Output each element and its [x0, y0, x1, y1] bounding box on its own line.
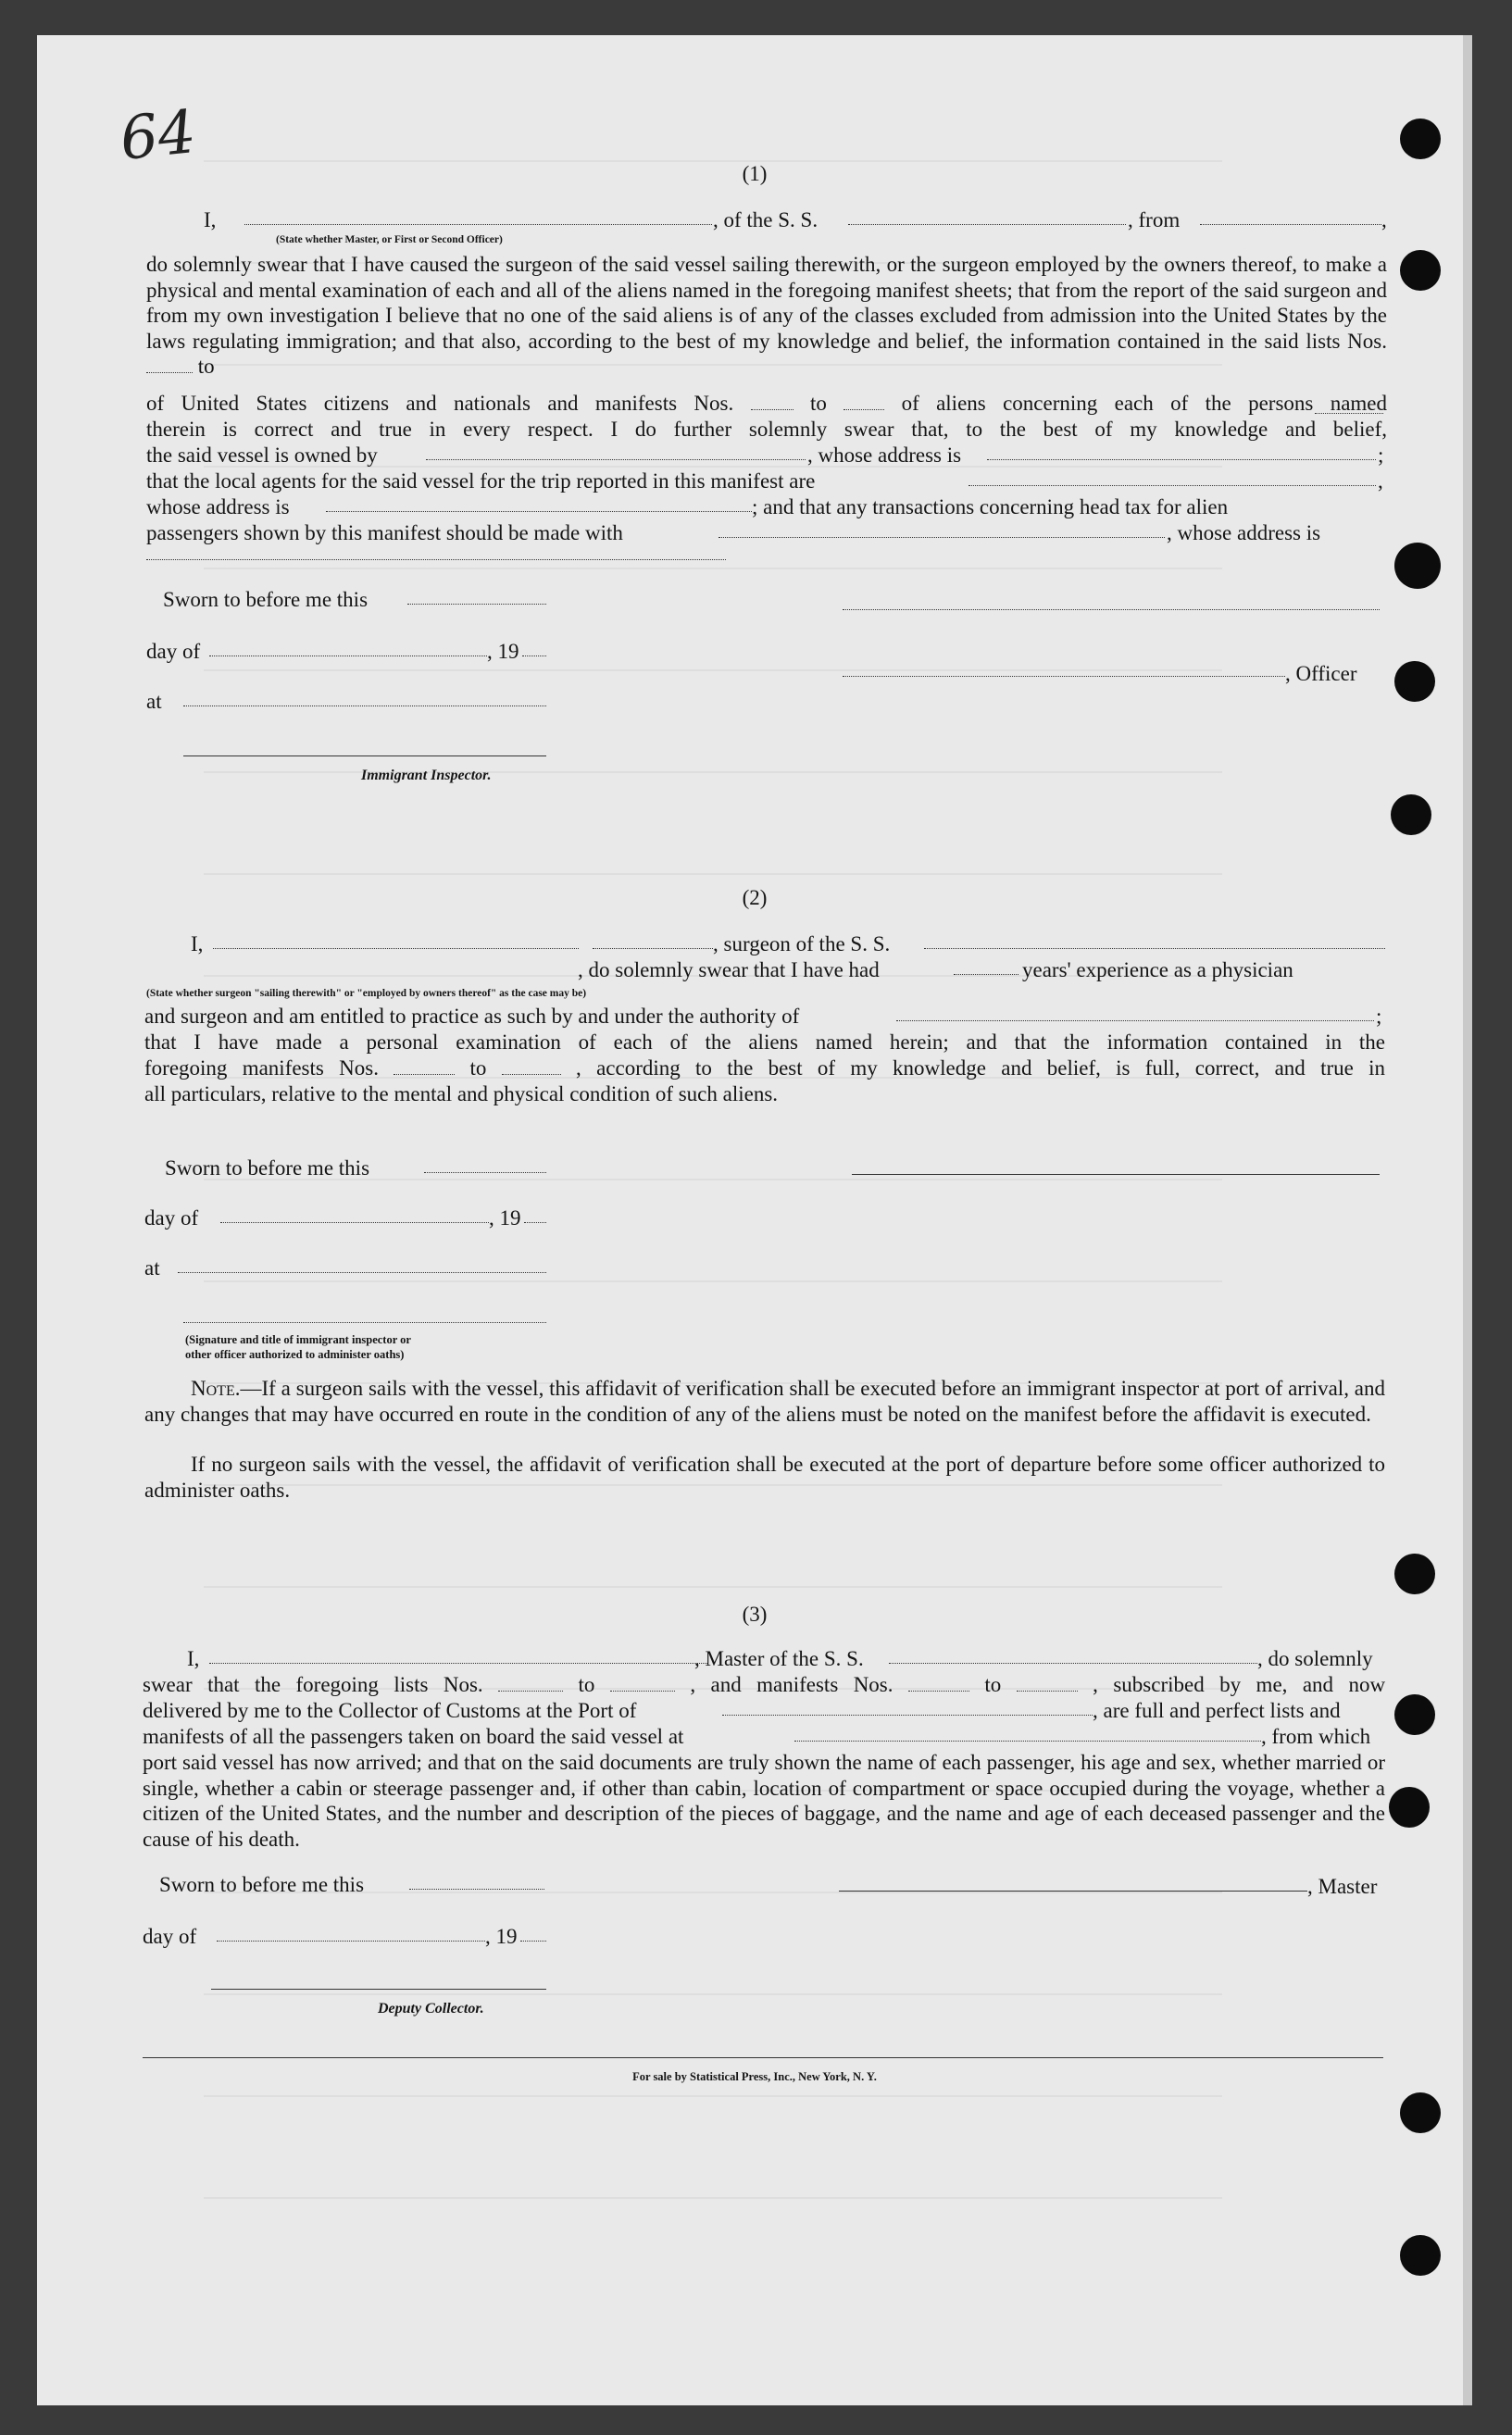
- s3-deputy-signature-line: [211, 1989, 546, 1990]
- s1-whose-address3-label: , whose address is: [1167, 521, 1321, 544]
- s1-head-tax-label: ; and that any transactions concerning head tax for alien: [752, 495, 1229, 518]
- s1-year-label: , 19: [487, 640, 519, 663]
- s3-from-which-label: , from which: [1261, 1725, 1371, 1748]
- s2-semicolon: ;: [1376, 1005, 1382, 1028]
- s1-vessel-name-line: [848, 224, 1126, 225]
- s1-us-citizens-text: of United States citizens and nationals and manifests Nos.: [146, 392, 734, 415]
- s3-vessel-line: [889, 1663, 1257, 1664]
- s2-particulars: all particulars, relative to the mental and physical condition of such aliens.: [144, 1082, 779, 1105]
- s2-surgeon-name-line: [213, 948, 579, 949]
- punch-hole: [1400, 2235, 1441, 2276]
- s2-manifests-to-line: [502, 1057, 561, 1075]
- punch-hole: [1394, 543, 1441, 589]
- s1-officer-name-line: [244, 224, 712, 225]
- s3-and-manifests-text: , and manifests Nos.: [690, 1673, 893, 1696]
- s3-year-line: [520, 1941, 546, 1942]
- s2-according-text: , according to the best of my knowledge and belief, is full, correct, and true in: [576, 1056, 1386, 1080]
- s1-owner-line: [426, 459, 806, 460]
- s1-head-tax-party-line: [719, 537, 1165, 538]
- section-2-number: (2): [742, 886, 768, 909]
- handwritten-mark: 64: [117, 97, 200, 175]
- s2-note-paragraph-2: If no surgeon sails with the vessel, the affidavit of verification shall be executed at the port of departure before some officer authorized to administer oaths.: [144, 1453, 1385, 1502]
- s3-to2-label: to: [984, 1673, 1002, 1696]
- punch-hole: [1394, 661, 1435, 702]
- s1-passengers-label: passengers shown by this manifest should be made with: [146, 521, 623, 544]
- s3-port-line: [722, 1715, 1093, 1716]
- s1-agents-address-line: [326, 511, 752, 512]
- s1-whose-address-label: , whose address is: [807, 443, 962, 467]
- s2-foregoing-line: [144, 1055, 1385, 1080]
- s2-year-label: , 19: [489, 1206, 521, 1230]
- s1-sworn-date-line: [407, 604, 546, 605]
- footer-rule: [143, 2057, 1383, 2058]
- s3-sworn-date-line: [409, 1889, 544, 1890]
- s2-sworn-label: Sworn to before me this: [165, 1156, 370, 1180]
- s3-swear-lists-text: swear that the foregoing lists Nos.: [143, 1673, 483, 1696]
- s2-to-label: to: [469, 1056, 487, 1080]
- s1-inspector-label: Immigrant Inspector.: [361, 768, 492, 783]
- s1-sworn-label: Sworn to before me this: [163, 588, 369, 611]
- s2-year-line: [524, 1222, 546, 1223]
- punch-hole: [1394, 1694, 1435, 1735]
- s2-vessel-line: [924, 948, 1385, 949]
- s1-from-label: , from: [1128, 208, 1181, 231]
- s1-owned-by-label: the said vessel is owned by: [146, 443, 378, 467]
- s1-officer-note: (State whether Master, or First or Second Officer): [276, 234, 503, 245]
- s3-master-label: , Master: [1307, 1875, 1378, 1898]
- s2-signature-note-2: other officer authorized to administer oaths): [185, 1348, 405, 1361]
- s1-manifests-from-line: [751, 393, 793, 410]
- punch-hole: [1391, 794, 1431, 835]
- s3-manifests-to-line: [1017, 1674, 1078, 1692]
- s3-master-of-label: , Master of the S. S.: [694, 1647, 864, 1670]
- s3-subscribed-text: , subscribed by me, and now: [1093, 1673, 1386, 1696]
- s1-line-end: ,: [1381, 208, 1387, 231]
- s1-i-label: I,: [204, 208, 217, 231]
- section-3-number: (3): [742, 1603, 768, 1626]
- s2-note-paragraph: [144, 1376, 1385, 1427]
- s1-from-port-line: [1200, 224, 1381, 225]
- s3-manifests-from-line: [908, 1674, 969, 1692]
- s1-to2-label: to: [809, 392, 827, 415]
- s3-i-label: I,: [187, 1647, 200, 1670]
- footer-printer-note: For sale by Statistical Press, Inc., New York, N. Y.: [632, 2070, 877, 2083]
- s1-whose-address2-label: whose address is: [146, 495, 290, 518]
- s2-years-label: years' experience as a physician: [1022, 958, 1293, 981]
- s1-manifests-to-line: [843, 393, 884, 410]
- s3-delivered-label: delivered by me to the Collector of Customs at the Port of: [143, 1699, 637, 1722]
- s2-years-line: [954, 974, 1018, 975]
- s1-comma: ,: [1378, 469, 1383, 493]
- s2-surgeon-note: (State whether surgeon "sailing therewith" or "employed by owners thereof" as the case may be): [146, 988, 587, 999]
- s1-to-label: to: [197, 355, 215, 378]
- s2-i-label: I,: [191, 932, 204, 955]
- s1-lists-from-line: [146, 356, 193, 373]
- s1-owner-address-line: [987, 459, 1376, 460]
- s2-surgeon-name-line-2: [593, 948, 713, 949]
- s2-signature-note-1: (Signature and title of immigrant inspector or: [185, 1333, 411, 1346]
- s2-note-text: —If a surgeon sails with the vessel, this affidavit of verification shall be executed before an immigrant inspector at port of arrival, and any changes that may have occurred en route in the condition of any of the aliens must be noted on the manifest before the affidavit is executed.: [144, 1377, 1385, 1426]
- s1-paragraph: [146, 252, 1387, 380]
- s1-of-ss-label: , of the S. S.: [713, 208, 818, 231]
- s2-swear-label: , do solemnly swear that I have had: [578, 958, 880, 981]
- s1-para2: therein is correct and true in every respect. I do further solemnly swear that, to the best of my knowledge and belief,: [146, 418, 1387, 441]
- s1-officer-signature-top-line: [843, 609, 1380, 610]
- section-1-number: (1): [742, 162, 768, 185]
- s3-paragraph: port said vessel has now arrived; and that on the said documents are truly shown the name of each passenger, his age and sex, whether married or single, whether a cabin or steerage passenger and, if other than cabin, location of compartment or space occupied during the voyage, whether a citizen of the United States, and the number and description of the pieces of baggage, and the name and age of each deceased passenger and the cause of his death.: [143, 1751, 1385, 1851]
- s1-semicolon: ;: [1378, 443, 1384, 467]
- s2-practice-label: and surgeon and am entitled to practice as such by and under the authority of: [144, 1005, 800, 1028]
- s2-authority-line: [896, 1020, 1374, 1021]
- s1-at-label: at: [146, 690, 162, 713]
- punch-hole: [1389, 1787, 1430, 1828]
- s1-officer-label: , Officer: [1285, 662, 1357, 685]
- s2-sworn-date-line: [424, 1172, 546, 1173]
- s3-to-label: to: [578, 1673, 595, 1696]
- s3-manifests-all-label: manifests of all the passengers taken on board the said vessel at: [143, 1725, 684, 1748]
- s1-inspector-signature-line: [183, 755, 546, 756]
- s2-at-line: [178, 1272, 546, 1273]
- document-page: [37, 35, 1472, 2405]
- s3-lists-to-line: [610, 1674, 675, 1692]
- s1-day-of-label: day of: [146, 640, 201, 663]
- s3-sworn-label: Sworn to before me this: [159, 1873, 365, 1896]
- s3-lists-from-line: [498, 1674, 563, 1692]
- s2-day-of-label: day of: [144, 1206, 199, 1230]
- s2-manifests-from-line: [394, 1057, 455, 1075]
- s3-solemnly-label: , do solemnly: [1257, 1647, 1373, 1670]
- s3-year-label: , 19: [485, 1925, 518, 1948]
- s2-foregoing-text: foregoing manifests Nos.: [144, 1056, 379, 1080]
- s1-local-agents-label: that the local agents for the said vessel for the trip reported in this manifest are: [146, 469, 816, 493]
- s3-day-of-label: day of: [143, 1925, 197, 1948]
- s3-embark-port-line: [794, 1741, 1261, 1742]
- s3-master-name-line: [209, 1663, 707, 1664]
- s3-deputy-label: Deputy Collector.: [378, 2001, 484, 2017]
- s2-day-of-line: [220, 1222, 489, 1223]
- s3-swear-line: [143, 1672, 1385, 1697]
- s2-surgeon-signature-line: [852, 1174, 1380, 1175]
- punch-hole: [1400, 119, 1441, 159]
- s3-master-signature-line: [839, 1891, 1307, 1892]
- s1-of-aliens-text: of aliens concerning each of the persons named: [901, 392, 1388, 415]
- s2-surgeon-of-ss-label: , surgeon of the S. S.: [713, 932, 891, 955]
- s2-signature-line: [183, 1322, 546, 1323]
- punch-hole: [1400, 2092, 1441, 2133]
- punch-hole: [1394, 1554, 1435, 1594]
- s1-us-citizens: [146, 391, 1387, 416]
- s2-paragraph: that I have made a personal examination of each of the aliens named herein; and that the information contained in the: [144, 1030, 1385, 1054]
- s1-officer-signature-line: [843, 676, 1285, 677]
- s2-note-label: Note.: [191, 1377, 241, 1400]
- s2-at-label: at: [144, 1256, 160, 1280]
- punch-hole: [1400, 250, 1441, 291]
- s1-agents-line: [968, 485, 1376, 486]
- s1-paragraph-text: do solemnly swear that I have caused the surgeon of the said vessel sailing therewith, or the surgeon employed by the owners thereof, to make a physical and mental examination of each and all of the aliens named in the foregoing manifest sheets; that from the report of the said surgeon and from my own investigation I believe that no one of the said aliens is of any of the classes excluded from admission into the United States by the laws regulating immigration; and that also, according to the best of my knowledge and belief, the information contained in the said lists Nos.: [146, 253, 1387, 353]
- s3-day-of-line: [217, 1941, 485, 1942]
- s3-full-label: , are full and perfect lists and: [1093, 1699, 1341, 1722]
- s1-head-tax-address-line: [146, 559, 726, 560]
